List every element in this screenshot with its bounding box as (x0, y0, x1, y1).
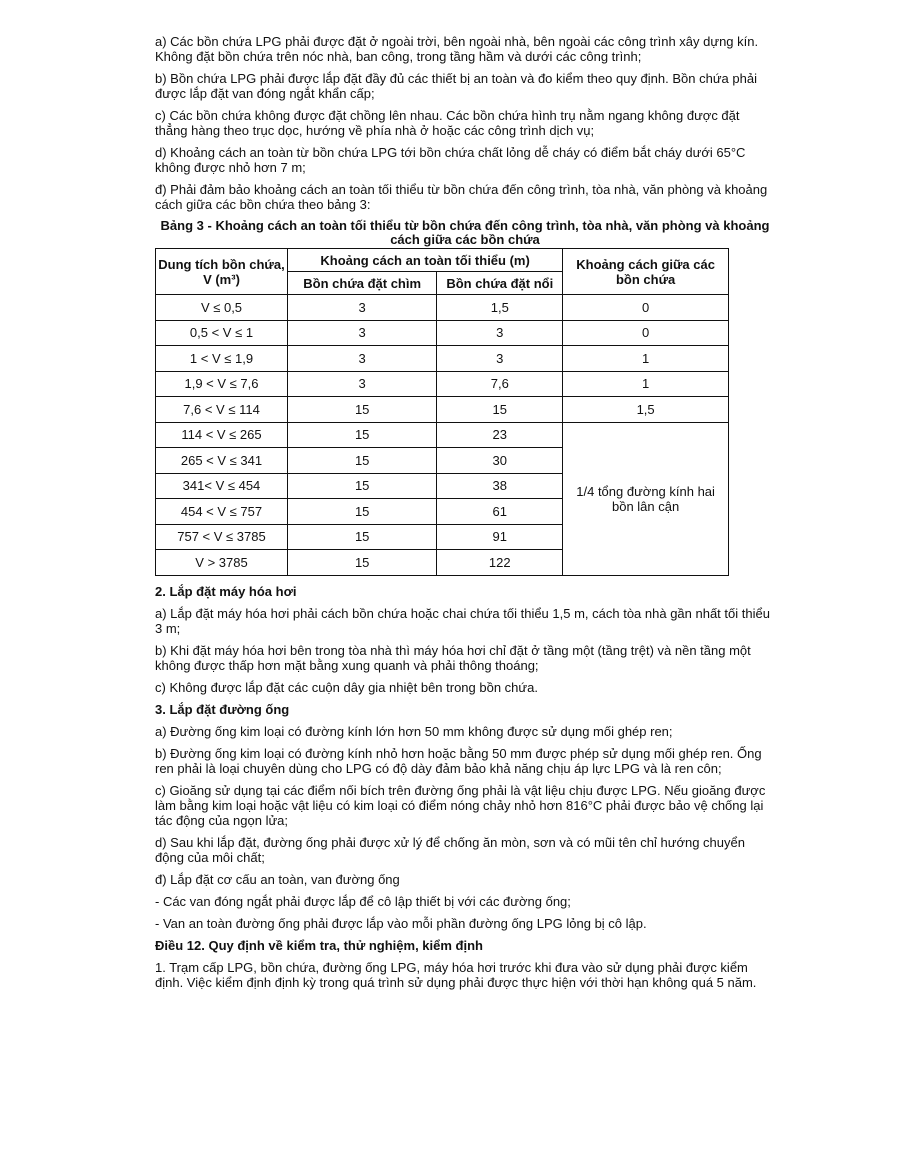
cell-volume: V > 3785 (156, 550, 288, 576)
cell-buried: 15 (287, 448, 436, 474)
header-buried: Bồn chứa đặt chìm (287, 272, 436, 295)
section-2-paragraph: b) Khi đặt máy hóa hơi bên trong tòa nhà thì máy hóa hơi chỉ đặt ở tầng một (tầng trệt) và nền tầng một không được thấp hơn mặt bằng xung quanh và phải thông thoáng; (155, 642, 751, 673)
cell-volume: 114 < V ≤ 265 (156, 422, 288, 448)
cell-above: 3 (437, 346, 563, 372)
cell-volume: 1,9 < V ≤ 7,6 (156, 371, 288, 397)
distance-table (155, 248, 729, 576)
section-2-heading: 2. Lắp đặt máy hóa hơi (155, 583, 297, 599)
document-page (155, 34, 775, 997)
cell-buried: 15 (287, 550, 436, 576)
paragraph-c: c) Các bồn chứa không được đặt chồng lên nhau. Các bồn chứa hình trụ nằm ngang không được đặt thẳng hàng theo trục dọc, hướng về phía nhà ở hoặc các công trình dịch vụ; (155, 108, 740, 138)
cell-volume: 757 < V ≤ 3785 (156, 524, 288, 550)
section-3-paragraph: c) Gioăng sử dụng tại các điểm nối bích trên đường ống phải là vật liệu chịu được LPG. Nếu gioăng được làm bằng kim loại hoặc vật liệu có kim loại có điểm nóng chảy nhỏ hơn 816°C phải được bảo vệ chống lại tác động của ngọn lửa; (155, 782, 766, 828)
cell-buried: 15 (287, 397, 436, 423)
cell-volume: 7,6 < V ≤ 114 (156, 397, 288, 423)
cell-buried: 15 (287, 499, 436, 525)
table-row (156, 295, 729, 321)
cell-between-merged: 1/4 tổng đường kính hai bồn lân cận (563, 422, 729, 575)
table-row (156, 346, 729, 372)
article-12-heading: Điều 12. Quy định về kiểm tra, thử nghiệm, kiểm định (155, 937, 483, 953)
paragraph-a: a) Các bồn chứa LPG phải được đặt ở ngoài trời, bên ngoài nhà, bên ngoài các công trình xây dựng kín. Không đặt bồn chứa trên nóc nhà, ban công, trong tầng hầm và dưới các công trình; (155, 34, 759, 64)
cell-above: 7,6 (437, 371, 563, 397)
cell-above: 3 (437, 320, 563, 346)
cell-between: 1 (563, 346, 729, 372)
header-between: Khoảng cách giữa các bồn chứa (563, 249, 729, 295)
table-caption: Bảng 3 - Khoảng cách an toàn tối thiểu từ bồn chứa đến công trình, tòa nhà, văn phòng và khoảng cách giữa các bồn chứa (160, 218, 770, 247)
cell-above: 91 (437, 524, 563, 550)
cell-volume: 454 < V ≤ 757 (156, 499, 288, 525)
cell-buried: 3 (287, 371, 436, 397)
table-row (156, 397, 729, 423)
section-3-paragraph: d) Sau khi lắp đặt, đường ống phải được xử lý để chống ăn mòn, sơn và có mũi tên chỉ hướng chuyển động của môi chất; (155, 834, 745, 865)
cell-above: 23 (437, 422, 563, 448)
cell-above: 61 (437, 499, 563, 525)
cell-volume: 341< V ≤ 454 (156, 473, 288, 499)
section-2-paragraph: a) Lắp đặt máy hóa hơi phải cách bồn chứa hoặc chai chứa tối thiểu 1,5 m, cách tòa nhà gần nhất tối thiểu 3 m; (155, 605, 770, 636)
cell-buried: 15 (287, 422, 436, 448)
section-3-paragraph: đ) Lắp đặt cơ cấu an toàn, van đường ống (155, 871, 400, 887)
cell-volume: 0,5 < V ≤ 1 (156, 320, 288, 346)
cell-buried: 3 (287, 320, 436, 346)
cell-buried: 3 (287, 346, 436, 372)
cell-buried: 15 (287, 473, 436, 499)
section-3-paragraph: - Van an toàn đường ống phải được lắp vào mỗi phần đường ống LPG lỏng bị cô lập. (155, 915, 647, 931)
cell-volume: 1 < V ≤ 1,9 (156, 346, 288, 372)
cell-above: 15 (437, 397, 563, 423)
table-row (156, 320, 729, 346)
section-3-paragraph: b) Đường ống kim loại có đường kính nhỏ hơn hoặc bằng 50 mm được phép sử dụng mối ghép ren. Ống ren phải là loại chuyên dùng cho LPG có độ dày đảm bảo khả năng chịu áp lực LPG và là ren côn; (155, 745, 762, 776)
cell-volume: 265 < V ≤ 341 (156, 448, 288, 474)
section-2-paragraph: c) Không được lắp đặt các cuộn dây gia nhiệt bên trong bồn chứa. (155, 679, 538, 695)
paragraph-b: b) Bồn chứa LPG phải được lắp đặt đầy đủ các thiết bị an toàn và đo kiểm theo quy định. Bồn chứa phải được lắp đặt van đóng ngắt khẩn cấp; (155, 71, 757, 101)
cell-between: 0 (563, 295, 729, 321)
article-12-paragraph: 1. Trạm cấp LPG, bồn chứa, đường ống LPG, máy hóa hơi trước khi đưa vào sử dụng phải được kiểm định. Việc kiểm định định kỳ trong quá trình sử dụng phải được thực hiện với thời hạn không quá 5 năm. (155, 959, 757, 990)
paragraph-dd: đ) Phải đảm bảo khoảng cách an toàn tối thiểu từ bồn chứa đến công trình, tòa nhà, văn phòng và khoảng cách giữa các bồn chứa theo bảng 3: (155, 182, 768, 212)
header-above: Bồn chứa đặt nổi (437, 272, 563, 295)
cell-between: 1,5 (563, 397, 729, 423)
cell-above: 30 (437, 448, 563, 474)
paragraph-d: d) Khoảng cách an toàn từ bồn chứa LPG tới bồn chứa chất lỏng dễ cháy có điểm bắt cháy dưới 65°C không được nhỏ hơn 7 m; (155, 145, 746, 175)
cell-above: 38 (437, 473, 563, 499)
section-3-paragraph: - Các van đóng ngắt phải được lắp để cô lập thiết bị với các đường ống; (155, 893, 571, 909)
cell-buried: 15 (287, 524, 436, 550)
cell-between: 1 (563, 371, 729, 397)
section-3-heading: 3. Lắp đặt đường ống (155, 701, 290, 717)
table-row (156, 371, 729, 397)
table-row (156, 422, 729, 448)
cell-buried: 3 (287, 295, 436, 321)
cell-volume: V ≤ 0,5 (156, 295, 288, 321)
header-safe-distance: Khoảng cách an toàn tối thiểu (m) (287, 249, 562, 272)
header-volume: Dung tích bồn chứa, V (m³) (156, 249, 288, 295)
cell-above: 1,5 (437, 295, 563, 321)
section-3-paragraph: a) Đường ống kim loại có đường kính lớn hơn 50 mm không được sử dụng mối ghép ren; (155, 723, 673, 739)
cell-above: 122 (437, 550, 563, 576)
cell-between: 0 (563, 320, 729, 346)
